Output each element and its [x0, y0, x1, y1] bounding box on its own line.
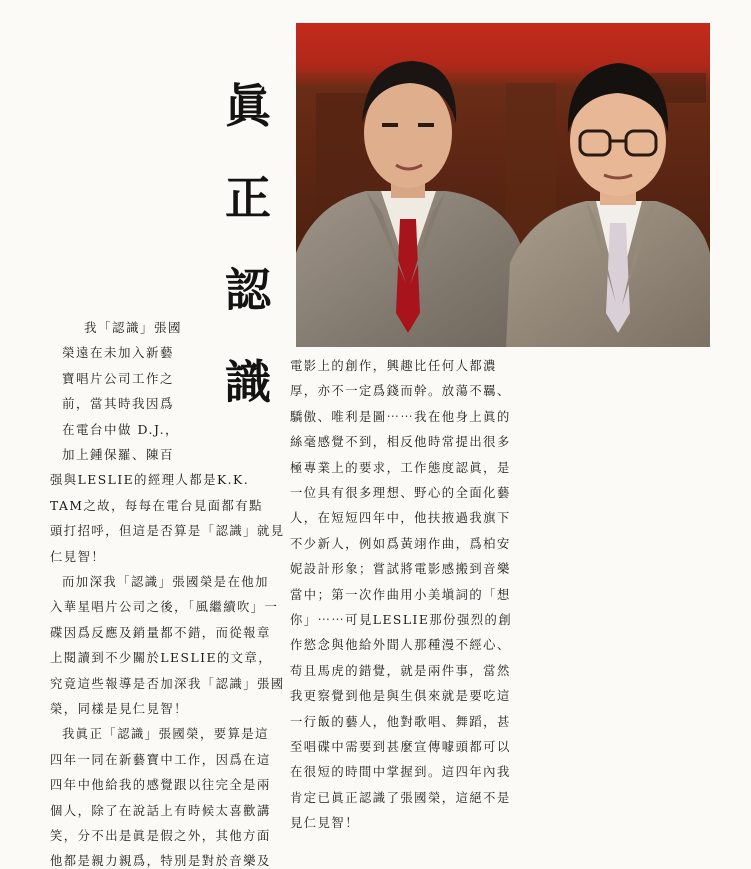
- text-line: 人，在短短四年中，他扶掖過我旗下: [290, 511, 511, 526]
- text-line: 上閱讀到不少關於LESLIE的文章，: [50, 651, 273, 666]
- text-line: 驕傲、唯利是圖⋯⋯我在他身上眞的: [290, 409, 511, 424]
- text-line: 加上鍾保羅、陳百: [62, 447, 175, 462]
- text-line: 厚，亦不一定爲錢而幹。放蕩不羈、: [290, 384, 511, 399]
- text-line: 榮，同樣是見仁見智！: [50, 702, 188, 716]
- text-line: 絲毫感覺不到，相反他時常提出很多: [290, 435, 511, 450]
- text-line: 而加深我「認識」張國榮是在他加: [62, 575, 269, 589]
- text-line: 頭打招呼，但這是否算是「認識」就見: [50, 524, 285, 539]
- text-line: 一行飯的藝人，他對歌唱、舞蹈，甚: [290, 714, 511, 729]
- text-line: 我眞正「認識」張國榮，要算是這: [62, 727, 269, 742]
- text-line: 在很短的時間中掌握到。這四年內我: [290, 765, 511, 780]
- text-line: 碟因爲反應及銷量都不錯，而從報章: [50, 625, 271, 640]
- text-line: 寶唱片公司工作之: [62, 370, 175, 386]
- text-line: 不少新人，例如爲黃翊作曲，爲柏安: [290, 536, 511, 551]
- text-line: 榮遠在未加入新藝: [62, 345, 175, 361]
- text-line: 他都是親力親爲，特別是對於音樂及: [50, 854, 271, 869]
- text-line: 究竟這些報導是否加深我「認識」張國: [50, 676, 285, 691]
- text-line: 極專業上的要求，工作態度認眞，是: [290, 460, 511, 475]
- text-line: 强與LESLIE的經理人都是K.K.: [50, 473, 250, 488]
- text-line: 我更察覺到他是與生俱來就是要吃這: [290, 689, 511, 704]
- text-line: 你」⋯⋯可見LESLIE那份强烈的創: [290, 613, 513, 627]
- text-line: 笑，分不出是眞是假之外，其他方面: [50, 829, 271, 843]
- title-char: 識: [225, 355, 271, 409]
- text-line: 妮設計形象；嘗試將電影感搬到音樂: [290, 562, 511, 577]
- text-line: 一位具有很多理想、野心的全面化藝: [290, 486, 511, 500]
- text-line: 四年中他給我的感覺跟以往完全是兩: [50, 778, 271, 793]
- text-line: 苟且馬虎的錯覺，就是兩件事，當然: [290, 663, 511, 678]
- text-line: 前，當其時我因爲: [62, 396, 175, 412]
- title-char: 眞: [225, 79, 271, 133]
- text-line: 我「認識」張國: [84, 320, 183, 335]
- title-char: 認: [225, 263, 271, 317]
- text-line: 個人，除了在說話上有時候太喜歡講: [50, 803, 271, 818]
- text-line: 四年一同在新藝寶中工作，因爲在這: [50, 752, 271, 767]
- text-line: 至唱碟中需要到甚麼宣傳噱頭都可以: [290, 740, 511, 754]
- text-line: TAM之故，每每在電台見面都有點: [50, 498, 263, 513]
- text-line: 在電台中做 D.J.，: [62, 421, 180, 437]
- text-line: 電影上的創作，興趣比任何人都濃: [290, 359, 497, 373]
- text-line: 肯定已眞正認識了張國榮，這絕不是: [290, 790, 511, 805]
- title-char: 正: [225, 171, 271, 225]
- text-line: 入華星唱片公司之後，「風繼續吹」一: [50, 600, 279, 615]
- two-men-photo: [296, 23, 710, 347]
- text-line: 見仁見智！: [290, 816, 359, 831]
- text-line: 作慾念與他給外間人那種漫不經心、: [290, 638, 511, 653]
- vertical-title: [218, 60, 278, 428]
- text-line: 仁見智！: [50, 549, 106, 564]
- text-line: 當中；第一次作曲用小美塡詞的「想: [290, 587, 511, 602]
